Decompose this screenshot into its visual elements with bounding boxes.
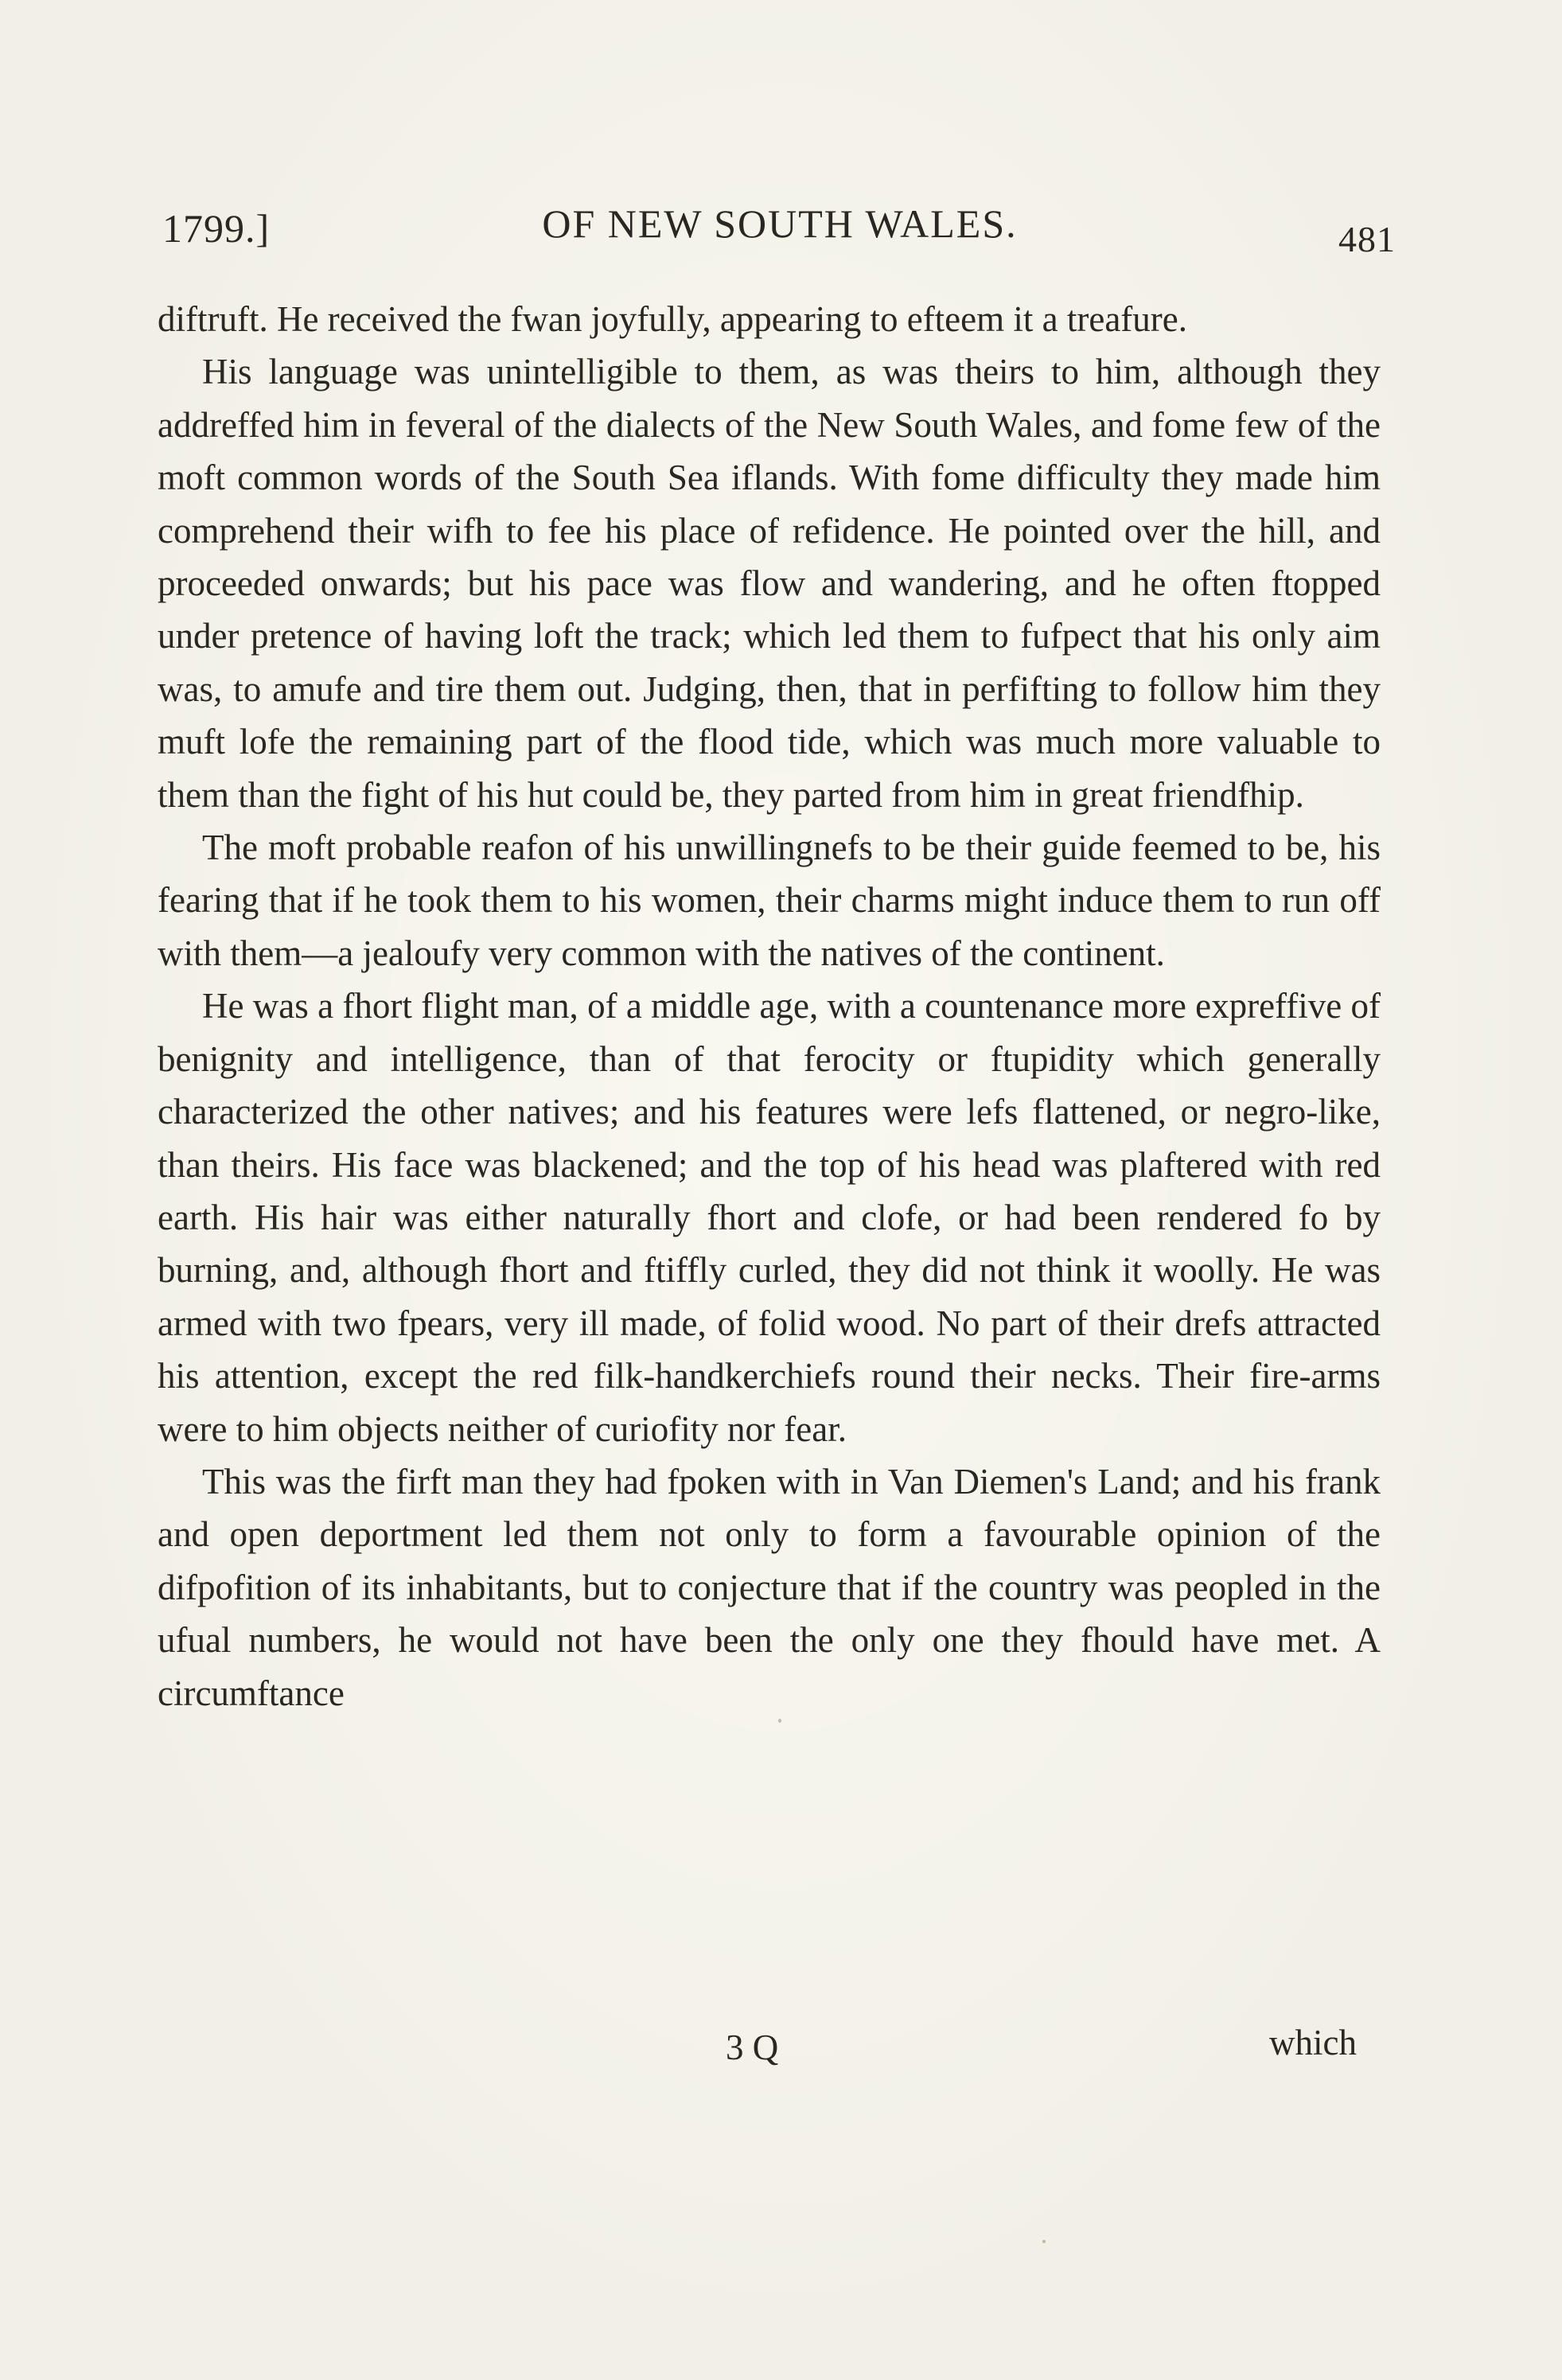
paragraph-5: This was the firft man they had fpoken with in Van Diemen's Land; and his frank and open deportment led them not only to form a favourable opinion of the difpofition of its inhabitants, but to conjecture that if the country was peopled in the ufual numbers, he would not have been the only one they fhould have met. A circumftance — [158, 1461, 1381, 1713]
running-head — [159, 197, 1400, 259]
body-text — [158, 293, 1381, 1720]
running-head-title: OF NEW SOUTH WALES. — [542, 201, 1018, 246]
paragraph-4: He was a fhort flight man, of a middle age, with a countenance more expreffive of benignity and intelligence, than of that ferocity or ftupidity which generally characterized the other natives; and his features were lefs flattened, or negro-like, than theirs. His face was blackened; and the top of his head was plaftered with red earth. His hair was either naturally fhort and clofe, or had been rendered fo by burning, and, although fhort and ftiffly curled, they did not think it woolly. He was armed with two fpears, very ill made, of folid wood. No part of their drefs attracted his attention, except the red filk-handkerchiefs round their necks. Their fire-arms were to him objects neither of curiofity nor fear. — [158, 986, 1381, 1449]
paragraph-2: His language was unintelligible to them, as was theirs to him, although they addreffed him in feveral of the dialects of the New South Wales, and fome few of the moft common words of the South Sea iflands. With fome difficulty they made him comprehend their wifh to fee his place of refidence. He pointed over the hill, and proceeded onwards; but his pace was flow and wandering, and he often ftopped under pretence of having loft the track; which led them to fufpect that his only aim was, to amufe and tire them out. Judging, then, that in perfifting to follow him they muft lofe the remaining part of the flood tide, which was much more valuable to them than the fight of his hut could be, they parted from him in great friendfhip. — [158, 352, 1381, 815]
running-head-year: 1799.] — [162, 206, 271, 251]
paragraph-3: The moft probable reafon of his unwillingnefs to be their guide feemed to be, his fearing that if he took them to his women, their charms might induce them to run off with them—a jealoufy very common with the natives of the continent. — [158, 828, 1381, 973]
page-number: 481 — [1338, 219, 1396, 259]
signature-mark: 3 Q — [726, 2027, 779, 2067]
catchword: which — [1269, 2023, 1357, 2063]
paragraph-1: diftruft. He received the fwan joyfully, appearing to efteem it a treafure. — [158, 299, 1187, 339]
ink-speck — [1042, 2240, 1046, 2243]
ink-speck — [778, 1719, 781, 1723]
page-footer — [159, 2023, 1382, 2074]
